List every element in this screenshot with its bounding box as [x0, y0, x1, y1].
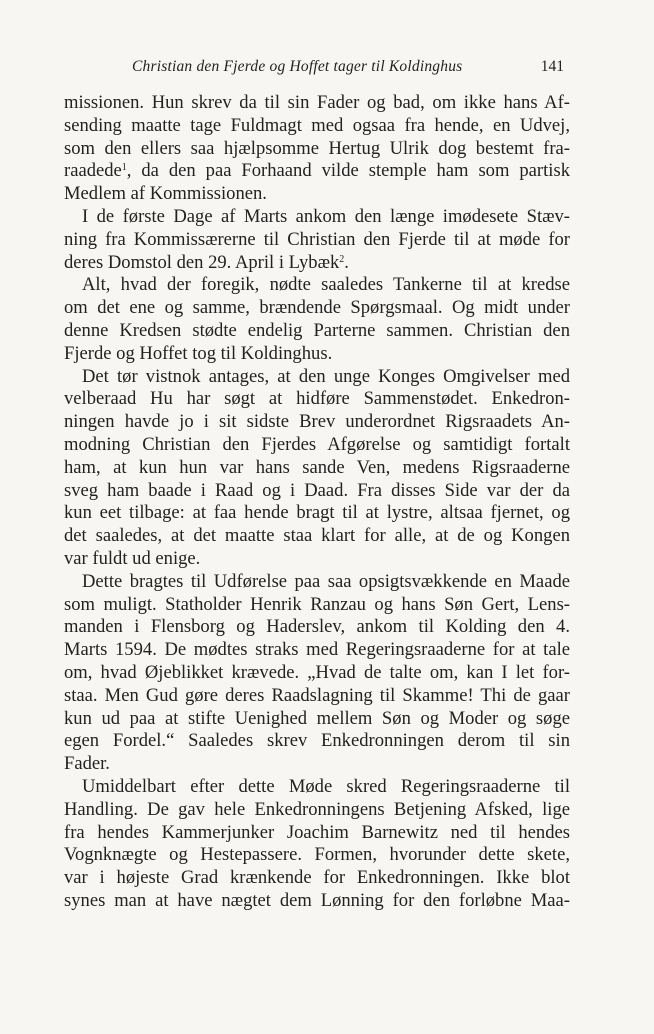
text-line — [64, 457, 570, 480]
text-line-content: var i højeste Grad krænkende for Enkedronningen. Ikke blot — [64, 867, 570, 889]
text-line-content: manden i Flensborg og Haderslev, ankom til Kolding den 4. — [64, 616, 570, 638]
text-line-content: det saaledes, at det maatte staa klart for alle, at de og Kongen — [64, 525, 570, 547]
text-line — [64, 571, 570, 594]
text-line — [64, 252, 570, 275]
footnote-marker: 2 — [339, 253, 345, 265]
text-line-content: staa. Men Gud gøre deres Raadslagning til Skamme! Thi de gaar — [64, 684, 570, 706]
running-header — [132, 58, 564, 82]
text-line — [64, 594, 570, 617]
text-line — [64, 138, 570, 161]
text-line — [64, 160, 570, 183]
text-line-content: sveg ham baade i Raad og i Daad. Fra disses Side var der da — [64, 479, 570, 501]
text-line-content: om det ene og samme, brændende Spørgsmaal. Og midt under — [64, 297, 570, 319]
text-line — [64, 206, 570, 229]
text-line — [64, 730, 570, 753]
text-line — [64, 320, 570, 343]
text-line — [64, 229, 570, 252]
text-line-content: Medlem af Kommissionen. — [64, 183, 267, 205]
text-line-content: velberaad Hu har søgt at hidføre Sammenstødet. Enkedron- — [64, 388, 570, 410]
text-line-content: raadede — [64, 160, 122, 182]
text-line — [64, 183, 570, 206]
text-line — [64, 502, 570, 525]
text-line-content: modning Christian den Fjerdes Afgørelse og samtidigt fortalt — [64, 433, 570, 455]
text-line — [64, 616, 570, 639]
text-line — [64, 366, 570, 389]
text-line-content: ning fra Kommissærerne til Christian den Fjerde til at møde for — [64, 228, 570, 250]
text-line-content: kun eet tilbage: at faa hende bragt til at lystre, altsaa fjernet, og — [64, 502, 570, 524]
text-line — [64, 685, 570, 708]
text-line-content: Dette bragtes til Udførelse paa saa opsigtsvækkende en Maade — [82, 570, 570, 592]
text-line-content: kun ud paa at stifte Uenighed mellem Søn og Moder og søge — [64, 707, 570, 729]
text-line — [64, 890, 570, 913]
running-title: Christian den Fjerde og Hoffet tager til Koldinghus — [132, 58, 463, 75]
text-line — [64, 776, 570, 799]
text-line-content: Marts 1594. De mødtes straks med Regeringsraaderne for at tale — [64, 639, 570, 661]
text-line — [64, 343, 570, 366]
text-line-content: Alt, hvad der foregik, nødte saaledes Tankerne til at kredse — [82, 274, 570, 296]
text-line — [64, 708, 570, 731]
text-line-content: Vognknægte og Hestepassere. Formen, hvorunder dette skete, — [64, 844, 570, 866]
text-line-content: fra hendes Kammerjunker Joachim Barnewitz ned til hendes — [64, 821, 570, 843]
text-line — [64, 297, 570, 320]
text-line-content: synes man at have nægtet dem Lønning for den forløbne Maa- — [64, 889, 570, 911]
text-line — [64, 480, 570, 503]
text-line — [64, 388, 570, 411]
text-line-content: som den ellers saa hjælpsomme Hertug Ulrik dog bestemt fra- — [64, 137, 570, 159]
text-line — [64, 799, 570, 822]
text-line-content: Fader. — [64, 753, 110, 775]
text-line-content: Umiddelbart efter dette Møde skred Regeringsraaderne til — [82, 775, 570, 797]
text-line-content: om, hvad Øjeblikket krævede. „Hvad de talte om, kan I let for- — [64, 661, 570, 683]
text-line-content: ningen havde jo i sit sidste Brev underordnet Rigsraadets An- — [64, 411, 570, 433]
text-line — [64, 92, 570, 115]
text-line-content: missionen. Hun skrev da til sin Fader og bad, om ikke hans Af- — [64, 92, 570, 113]
text-line-content: ham, at kun hun var hans sande Ven, medens Rigsraaderne — [64, 456, 570, 478]
footnote-marker: 1 — [121, 162, 127, 174]
text-line — [64, 867, 570, 890]
text-line-content: egen Fordel.“ Saaledes skrev Enkedronningen derom til sin — [64, 730, 570, 752]
text-line-content: Det tør vistnok antages, at den unge Konges Omgivelser med — [82, 365, 570, 387]
text-line — [64, 411, 570, 434]
text-line — [64, 115, 570, 138]
text-line-content: som muligt. Statholder Henrik Ranzau og hans Søn Gert, Lens- — [64, 593, 570, 615]
page-number: 141 — [540, 58, 564, 75]
text-line-content: var fuldt ud enige. — [64, 547, 201, 569]
text-line-content: I de første Dage af Marts ankom den længe imødesete Stæv- — [82, 205, 570, 227]
text-line — [64, 844, 570, 867]
body-text — [64, 92, 570, 913]
text-line — [64, 753, 570, 776]
text-line — [64, 662, 570, 685]
text-line-continuation: , da den paa Forhaand vilde stemple ham som partisk — [126, 160, 570, 182]
text-line-content: sending maatte tage Fuldmagt med ogsaa fra hende, en Udvej, — [64, 114, 570, 136]
text-line-content: denne Kredsen stødte endelig Parterne sammen. Christian den — [64, 319, 570, 341]
text-line-content: Handling. De gav hele Enkedronningens Betjening Afsked, lige — [64, 798, 570, 820]
text-line-content: deres Domstol den 29. April i Lybæk — [64, 251, 340, 273]
text-line — [64, 434, 570, 457]
text-line-continuation: . — [344, 251, 349, 273]
text-line — [64, 274, 570, 297]
text-line-content: Fjerde og Hoffet tog til Koldinghus. — [64, 342, 333, 364]
text-line — [64, 639, 570, 662]
text-line — [64, 525, 570, 548]
text-line — [64, 822, 570, 845]
text-line — [64, 548, 570, 571]
